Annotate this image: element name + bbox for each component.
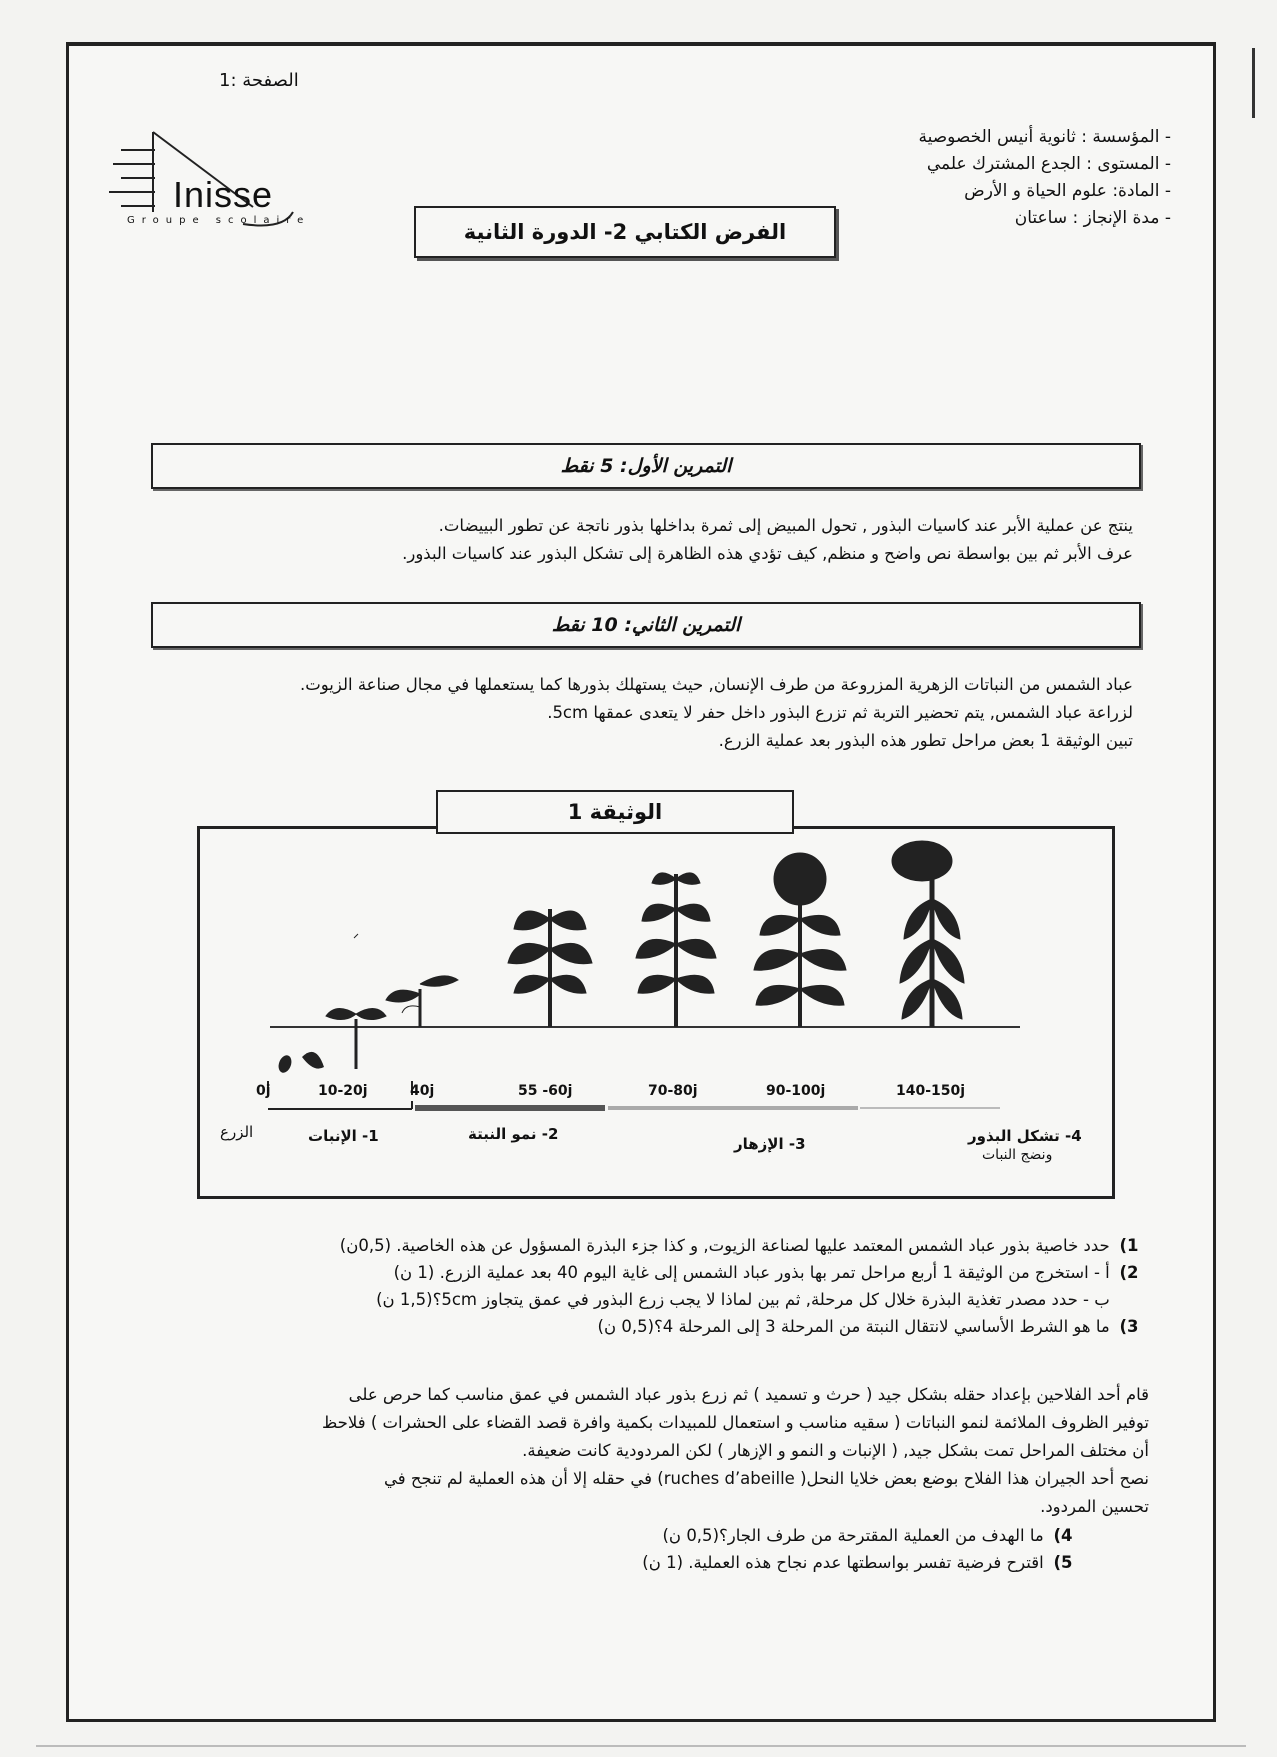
exercise2-title: التمرين الثاني: 10 نقط [151, 602, 1141, 648]
growth-bar [415, 1105, 605, 1111]
mature-plant-icon [892, 841, 964, 1027]
question-text: ما الهدف من العملية المقترحة من طرف الجار؟(0,5 ن) [662, 1526, 1044, 1545]
scenario-line: قام أحد الفلاحين بإعداد حقله بشكل جيد ( حرث و تسميد ) ثم زرع بذور عباد الشمس في عمق مناسب كما حرص على [348, 1385, 1149, 1404]
germinating-seed-icon [302, 1052, 324, 1069]
scan-edge-mark [1252, 48, 1255, 118]
question-number: 1) [1119, 1236, 1139, 1255]
questions-block-2 [377, 1522, 1077, 1576]
questions-block-1 [83, 1232, 1143, 1340]
scenario-line: تحسين المردود. [1040, 1497, 1149, 1516]
stage-label: 1- الإنبات [308, 1127, 379, 1145]
question-item [83, 1286, 1143, 1313]
farmer-scenario [109, 1381, 1149, 1521]
exercise1-title: التمرين الأول: 5 نقط [151, 443, 1141, 489]
exam-meta [918, 124, 1171, 232]
seed-icon [276, 1053, 293, 1074]
question-text: حدد خاصية بذور عباد الشمس المعتمد عليها لصناعة الزيوت, و كذا جزء البذرة المسؤول عن هذه الخاصية. (0,5ن) [339, 1236, 1110, 1255]
logo-subtitle: Groupe scolaire [127, 215, 311, 226]
exercise1-line: ينتج عن عملية الأبر عند كاسيات البذور , تحول المبيض إلى ثمرة بداخلها بذور ناتجة عن تطور البييضات. [438, 516, 1133, 535]
scenario-line: أن مختلف المراحل تمت بشكل جيد, ( الإنبات و النمو و الإزهار ) لكن المردودية كانت ضعيفة. [522, 1441, 1149, 1460]
day-label: 0j [256, 1083, 271, 1099]
document1-title: الوثيقة 1 [436, 790, 794, 834]
drooping-head-icon [892, 841, 952, 881]
flower-head-icon [774, 853, 826, 905]
question-item [83, 1313, 1143, 1340]
seedling-icon [326, 934, 386, 1069]
question-number: 3) [1119, 1317, 1139, 1336]
exam-title: الفرض الكتابي 2- الدورة الثانية [414, 206, 836, 258]
question-number: 2) [1119, 1263, 1139, 1282]
day-label: 55 -60j [518, 1083, 573, 1099]
stage-label: 3- الإزهار [734, 1135, 806, 1153]
stage-label: 4- تشكل البذور [968, 1127, 1082, 1145]
flowering-bar [608, 1106, 858, 1110]
question-number: 4) [1053, 1526, 1073, 1545]
scenario-line: نصح أحد الجيران هذا الفلاح بوضع بعض خلايا النحل( ruches d’abeille) في حقله إلا أن هذه العملية لم تنجح في [383, 1469, 1149, 1488]
budding-plant-icon [636, 873, 716, 1027]
day-label: 40j [410, 1083, 435, 1099]
stage-label: ونضج النبات [982, 1147, 1053, 1163]
meta-level: - المستوى : الجدع المشترك علمي [926, 154, 1171, 174]
stage-label: 2- نمو النبتة [468, 1125, 559, 1143]
question-item [83, 1232, 1143, 1259]
scenario-line: توفير الظروف الملائمة لنمو النباتات ( سقيه مناسب و استعمال للمبيدات بكمية وافرة قصد القضاء على الحشرات ) فلاحظ [321, 1413, 1149, 1432]
logo-name: Inisse [173, 174, 274, 215]
question-number: 5) [1053, 1553, 1073, 1572]
exercise1-line: عرف الأبر ثم بين بواسطة نص واضح و منظم, كيف تؤدي هذه الظاهرة إلى تشكل البذور عند كاسيات البذور. [402, 544, 1133, 563]
document1-figure [197, 826, 1115, 1199]
question-text: ب - حدد مصدر تغذية البذرة خلال كل مرحلة, ثم بين لماذا لا يجب زرع البذور في عمق يتجاوز 5cm؟(1,5 ن) [376, 1290, 1110, 1309]
meta-subject: - المادة: علوم الحياة و الأرض [964, 181, 1171, 201]
intro-line: لزراعة عباد الشمس, يتم تحضير التربة ثم تزرع البذور داخل حفر لا يتعدى عمقها 5cm. [547, 703, 1133, 722]
meta-duration: - مدة الإنجاز : ساعتان [1014, 208, 1171, 228]
question-item [377, 1522, 1077, 1549]
intro-line: تبين الوثيقة 1 بعض مراحل تطور هذه البذور بعد عملية الزرع. [718, 731, 1133, 750]
day-label: 70-80j [648, 1083, 698, 1099]
day-label: 90-100j [766, 1083, 826, 1099]
flowering-plant-icon [754, 853, 846, 1027]
scan-bottom-line [36, 1745, 1246, 1747]
exercise2-intro [153, 671, 1133, 755]
day-label: 10-20j [318, 1083, 368, 1099]
exam-sheet [66, 42, 1216, 1722]
question-item [83, 1259, 1143, 1286]
question-text: أ - استخرج من الوثيقة 1 أربع مراحل تمر بها بذور عباد الشمس إلى غاية اليوم 40 بعد عملية الزرع. (1 ن) [393, 1263, 1110, 1282]
young-plant-icon [386, 976, 458, 1027]
intro-line: عباد الشمس من النباتات الزهرية المزروعة من طرف الإنسان, حيث يستهلك بذورها كما يستعملها في مجال صناعة الزيوت. [299, 675, 1133, 694]
growing-plant-icon [508, 909, 592, 1027]
meta-institution: - المؤسسة : ثانوية أنيس الخصوصية [918, 127, 1171, 147]
question-text: اقترح فرضية تفسر بواسطتها عدم نجاح هذه العملية. (1 ن) [642, 1553, 1044, 1572]
stage-label: الزرع [220, 1123, 254, 1141]
day-label: 140-150j [896, 1083, 966, 1099]
question-item [377, 1549, 1077, 1576]
question-text: ما هو الشرط الأساسي لانتقال النبتة من المرحلة 3 إلى المرحلة 4؟(0,5 ن) [597, 1317, 1110, 1336]
school-logo [103, 112, 343, 242]
page-number: الصفحة :1 [219, 70, 299, 91]
exercise1-text [153, 512, 1133, 568]
